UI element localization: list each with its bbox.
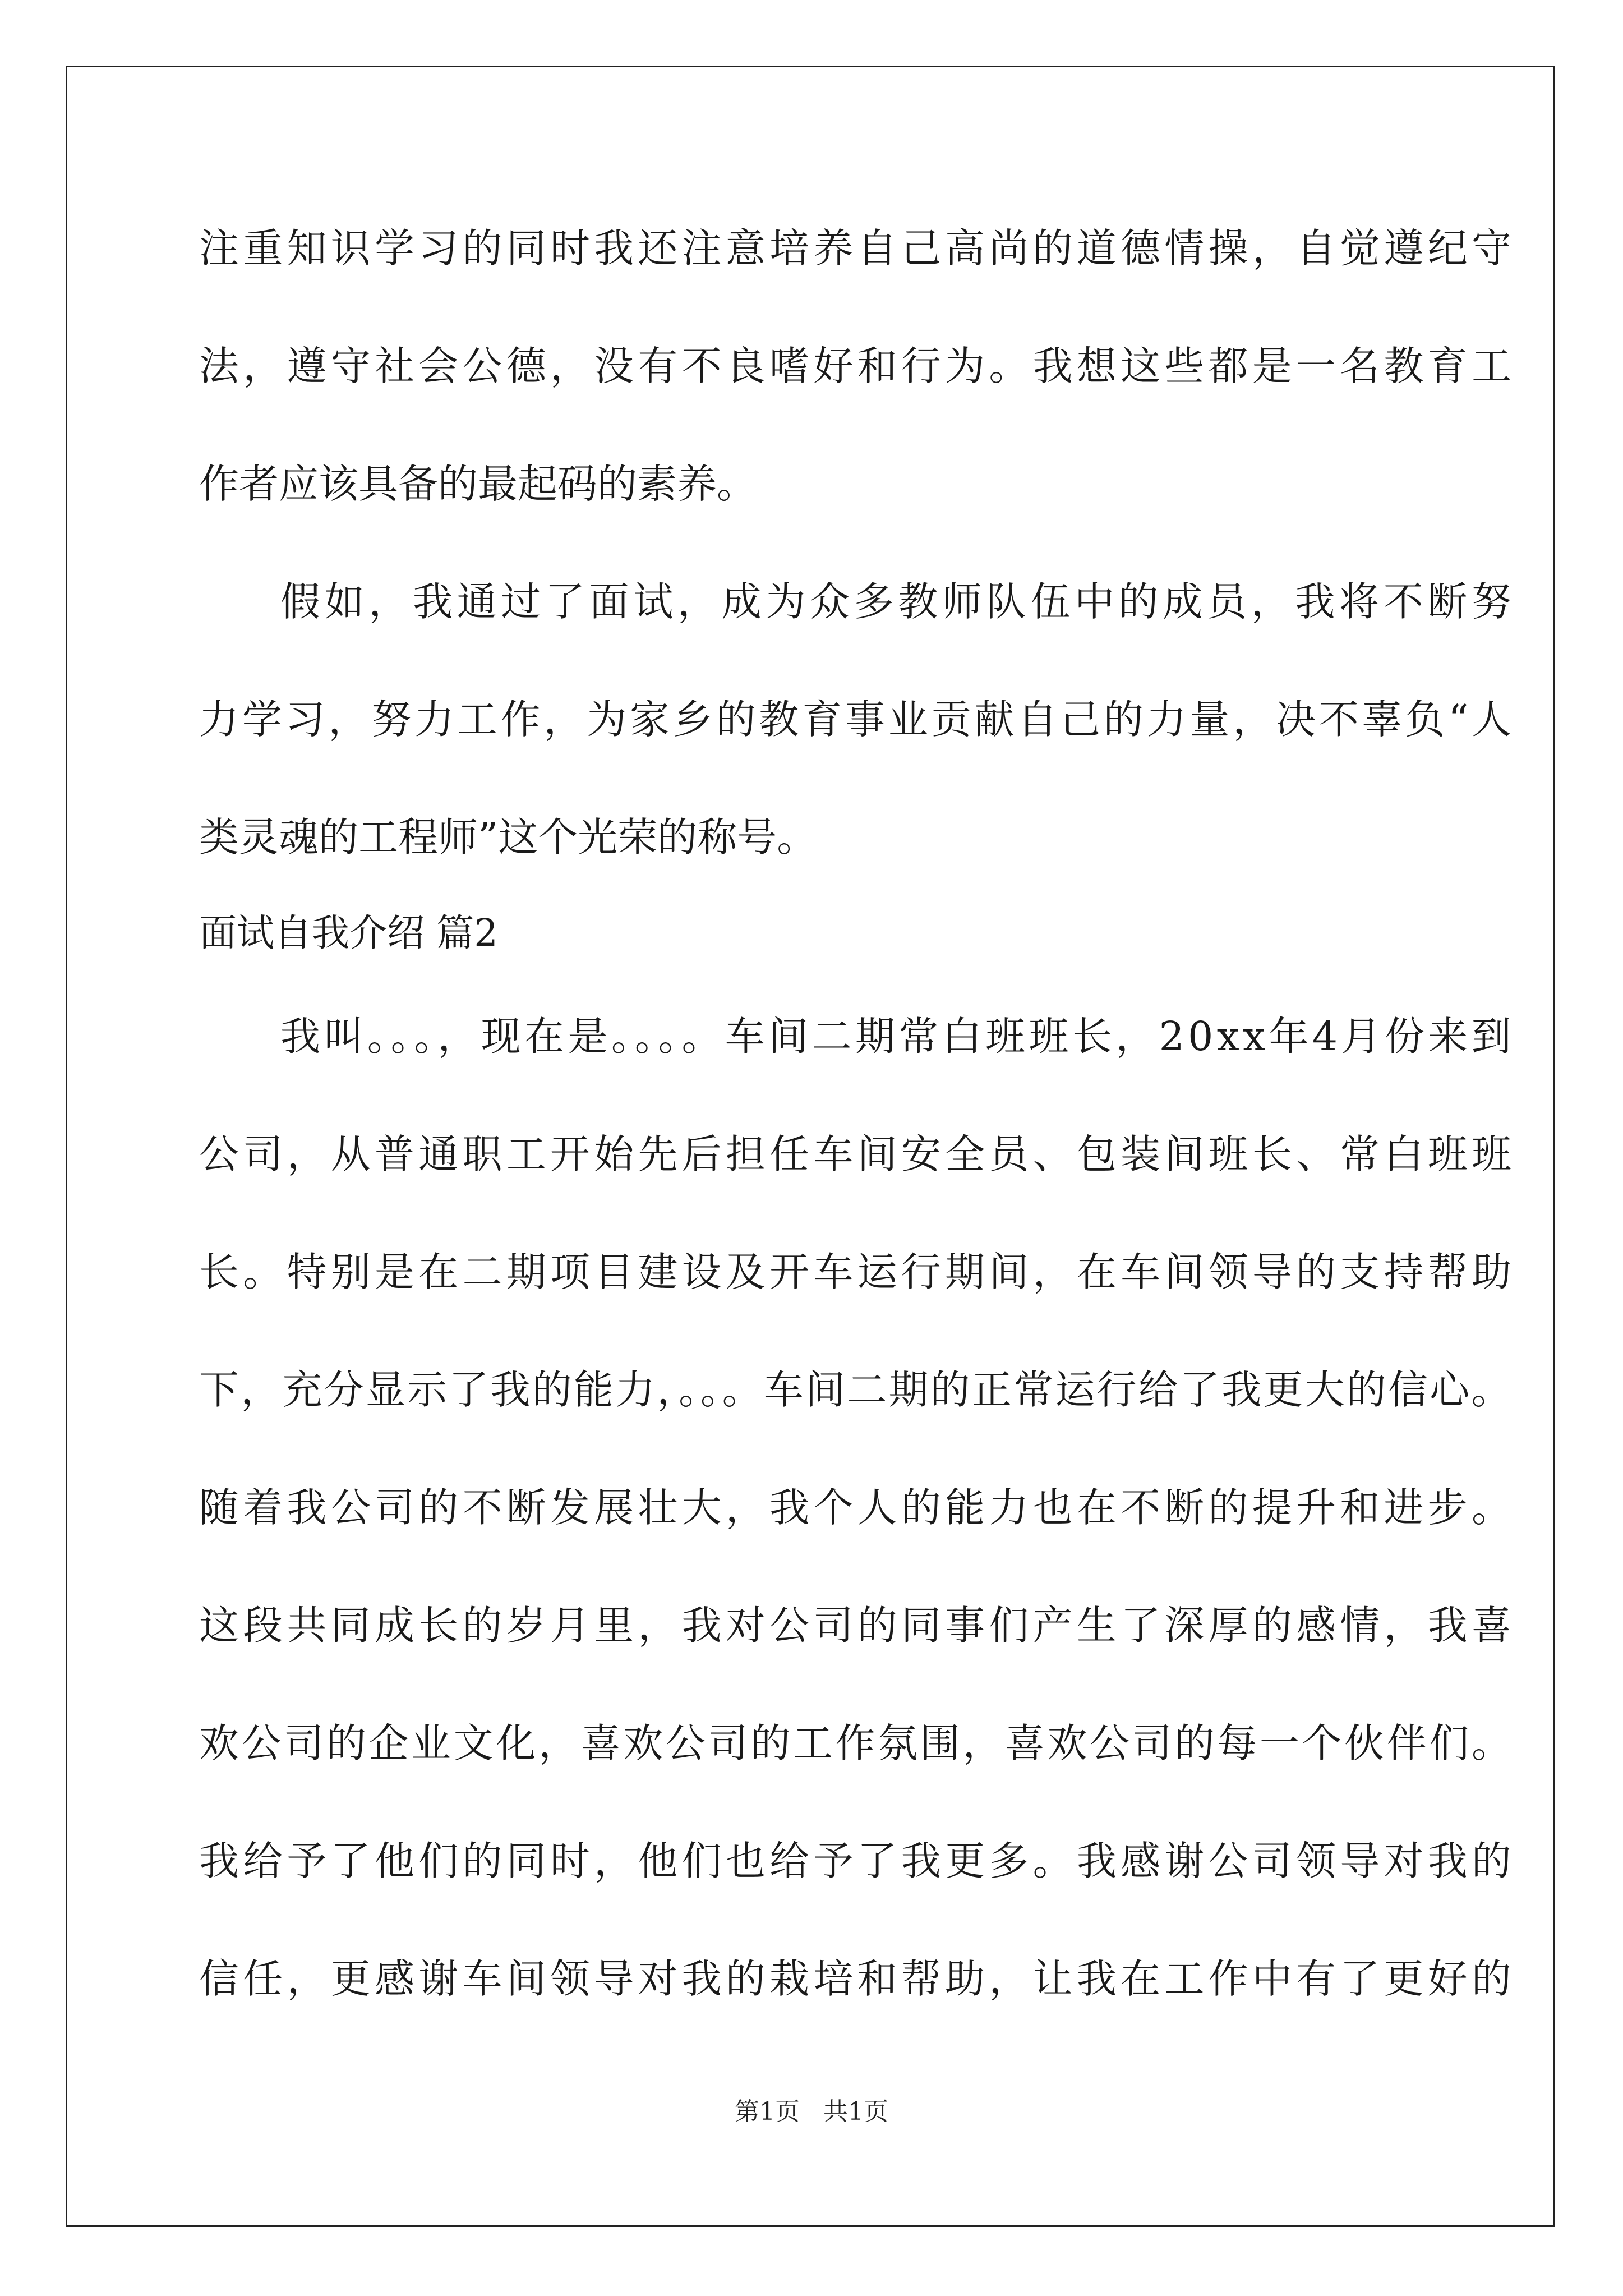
paragraph-line: 下，充分显示了我的能力，。。。车间二期的正常运行给了我更大的信心。 (199, 1366, 1513, 1413)
paragraph-line: 这段共同成长的岁月里，我对公司的同事们产生了深厚的感情，我喜 (199, 1602, 1516, 1649)
paragraph-line: 作者应该具备的最起码的素养。 (199, 461, 757, 507)
paragraph-line: 类灵魂的工程师”这个光荣的称号。 (199, 814, 817, 861)
paragraph-line: 我给予了他们的同时，他们也给予了我更多。我感谢公司领导对我的 (199, 1838, 1516, 1884)
paragraph-line: 我叫。。。，现在是。。。。车间二期常白班班长，20xx年4月份来到 (280, 1013, 1515, 1060)
paragraph-line: 随着我公司的不断发展壮大，我个人的能力也在不断的提升和进步。 (199, 1484, 1516, 1531)
paragraph-line: 欢公司的企业文化，喜欢公司的工作氛围，喜欢公司的每一个伙伴们。 (199, 1720, 1514, 1766)
section-heading: 面试自我介绍 篇2 (199, 911, 498, 955)
paragraph-line: 信任，更感谢车间领导对我的栽培和帮助，让我在工作中有了更好的 (199, 1955, 1516, 2002)
page-number-footer: 第1页 共1页 (735, 2097, 888, 2126)
paragraph-line: 假如，我通过了面试，成为众多教师队伍中的成员，我将不断努 (280, 578, 1516, 625)
paragraph-line: 法，遵守社会公德，没有不良嗜好和行为。我想这些都是一名教育工 (199, 343, 1516, 389)
paragraph-line: 长。特别是在二期项目建设及开车运行期间，在车间领导的支持帮助 (199, 1249, 1516, 1295)
paragraph-line: 注重知识学习的同时我还注意培养自己高尚的道德情操，自觉遵纪守 (199, 225, 1516, 272)
paragraph-line: 公司，从普通职工开始先后担任车间安全员、包装间班长、常白班班 (199, 1131, 1516, 1177)
paragraph-line: 力学习，努力工作，为家乡的教育事业贡献自己的力量，决不辜负“人 (199, 696, 1515, 743)
